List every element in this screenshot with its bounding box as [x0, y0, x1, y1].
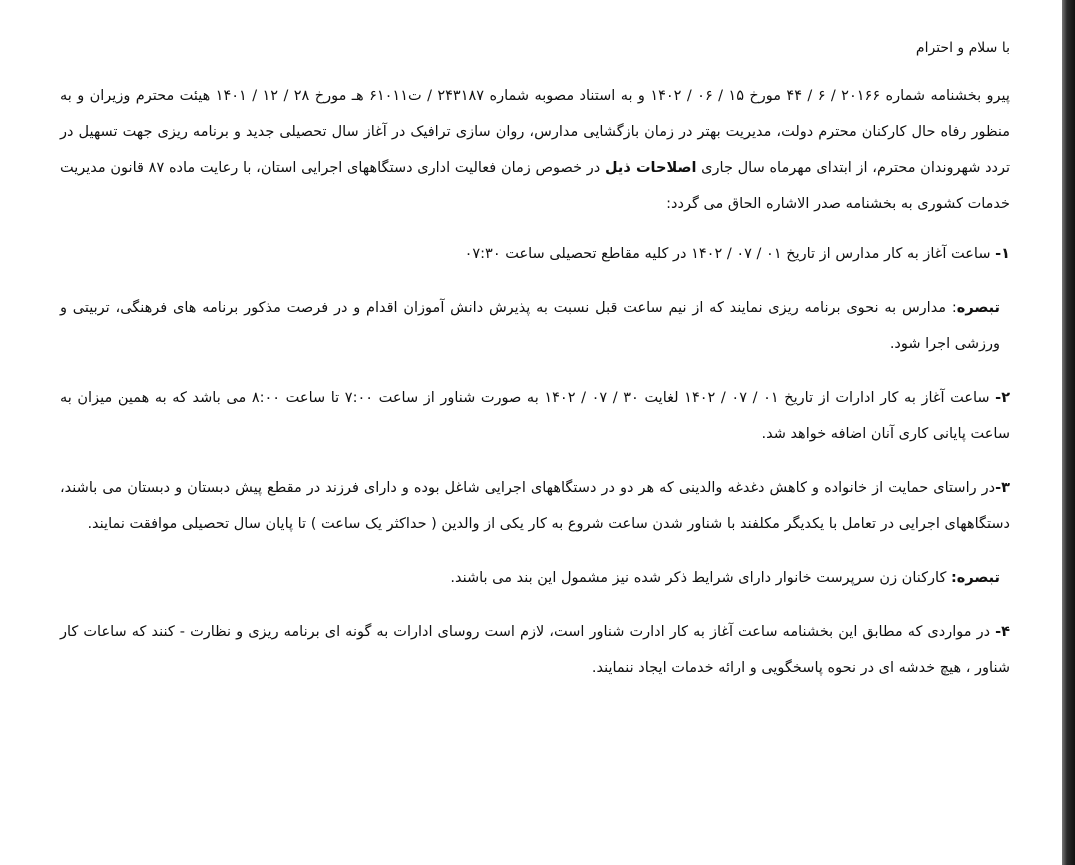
- clause-number: ۴-: [995, 624, 1010, 640]
- clause-4: [60, 614, 1010, 686]
- intro-text: پیرو بخشنامه شماره ۲۰۱۶۶ / ۶ / ۴۴ مورخ ۱۵ / ۰۶ / ۱۴۰۲ و به استناد مصوبه شماره ۲۴۳۱۸۷ / ت۶۱۰۱۱ هـ مورخ ۲۸ / ۱۲ / ۱۴۰۱ هیئت محترم وزیران و به منظور رفاه حال کارکنان محترم دولت، مدیریت بهتر در زمان بازگشایی مدارس، روان سازی ترافیک در آغاز سال تحصیلی جدید و برنامه ریزی جهت تسهیل در تردد شهروندان محترم، از ابتدای مهرماه سال جاری: [60, 88, 1011, 176]
- clause-text: ساعت آغاز به کار مدارس از تاریخ ۰۱ / ۰۷ / ۱۴۰۲ در کلیه مقاطع تحصیلی ساعت ۰۷:۳۰: [464, 246, 991, 262]
- intro-bold-phrase: اصلاحات ذیل: [604, 160, 697, 176]
- page-edge-shadow: [1062, 0, 1075, 865]
- intro-text-continued: در خصوص زمان فعالیت اداری دستگاههای اجرایی استان، با رعایت ماده ۸۷ قانون مدیریت خدمات کشوری به بخشنامه صدر الاشاره الحاق می گردد:: [60, 160, 1010, 212]
- clause-1: [60, 236, 1010, 272]
- clause-number: ۲-: [995, 390, 1011, 406]
- note-2: [60, 560, 1010, 596]
- clause-number: ۱-: [995, 246, 1010, 262]
- note-1: [60, 290, 1010, 362]
- note-text: : مدارس به نحوی برنامه ریزی نمایند که از نیم ساعت قبل نسبت به پذیرش دانش آموزان اقدام و در فرصت مذکور برنامه های فرهنگی، تربیتی و ورزشی اجرا شود.: [60, 300, 1000, 352]
- note-label: تبصره: [956, 300, 1000, 316]
- greeting: با سلام و احترام: [915, 40, 1010, 56]
- note-text: کارکنان زن سرپرست خانوار دارای شرایط ذکر شده نیز مشمول این بند می باشند.: [450, 570, 947, 586]
- intro-paragraph: [60, 78, 1010, 222]
- clause-3: [60, 470, 1010, 542]
- clause-text: ساعت آغاز به کار ادارات از تاریخ ۰۱ / ۰۷ / ۱۴۰۲ لغایت ۳۰ / ۰۷ / ۱۴۰۲ به صورت شناور از ساعت ۷:۰۰ تا ساعت ۸:۰۰ می باشد که به همین میزان به ساعت پایانی کاری آنان اضافه خواهد شد.: [60, 390, 1010, 442]
- clause-text: در راستای حمایت از خانواده و کاهش دغدغه والدینی که هر دو در دستگاههای اجرایی شاغل بوده و دارای فرزند در مقطع پیش دبستان و دبستان می باشند، دستگاههای اجرایی در تعامل با یکدیگر مکلفند با شناور شدن ساعت شروع به کار یکی از والدین ( حداکثر یک ساعت ) تا پایان سال تحصیلی موافقت نمایند.: [60, 480, 1010, 532]
- letter-body: [60, 30, 1010, 704]
- clause-number: ۳-: [995, 480, 1010, 496]
- note-label: تبصره:: [950, 570, 1000, 586]
- clause-2: [60, 380, 1010, 452]
- clause-text: در مواردی که مطابق این بخشنامه ساعت آغاز به کار ادارت شناور است، لازم است روسای ادارات به گونه ای برنامه ریزی و نظارت - کنند که ساعات کار شناور ، هیچ خدشه ای در نحوه پاسخگویی و ارائه خدمات ایجاد ننمایند.: [60, 624, 1010, 676]
